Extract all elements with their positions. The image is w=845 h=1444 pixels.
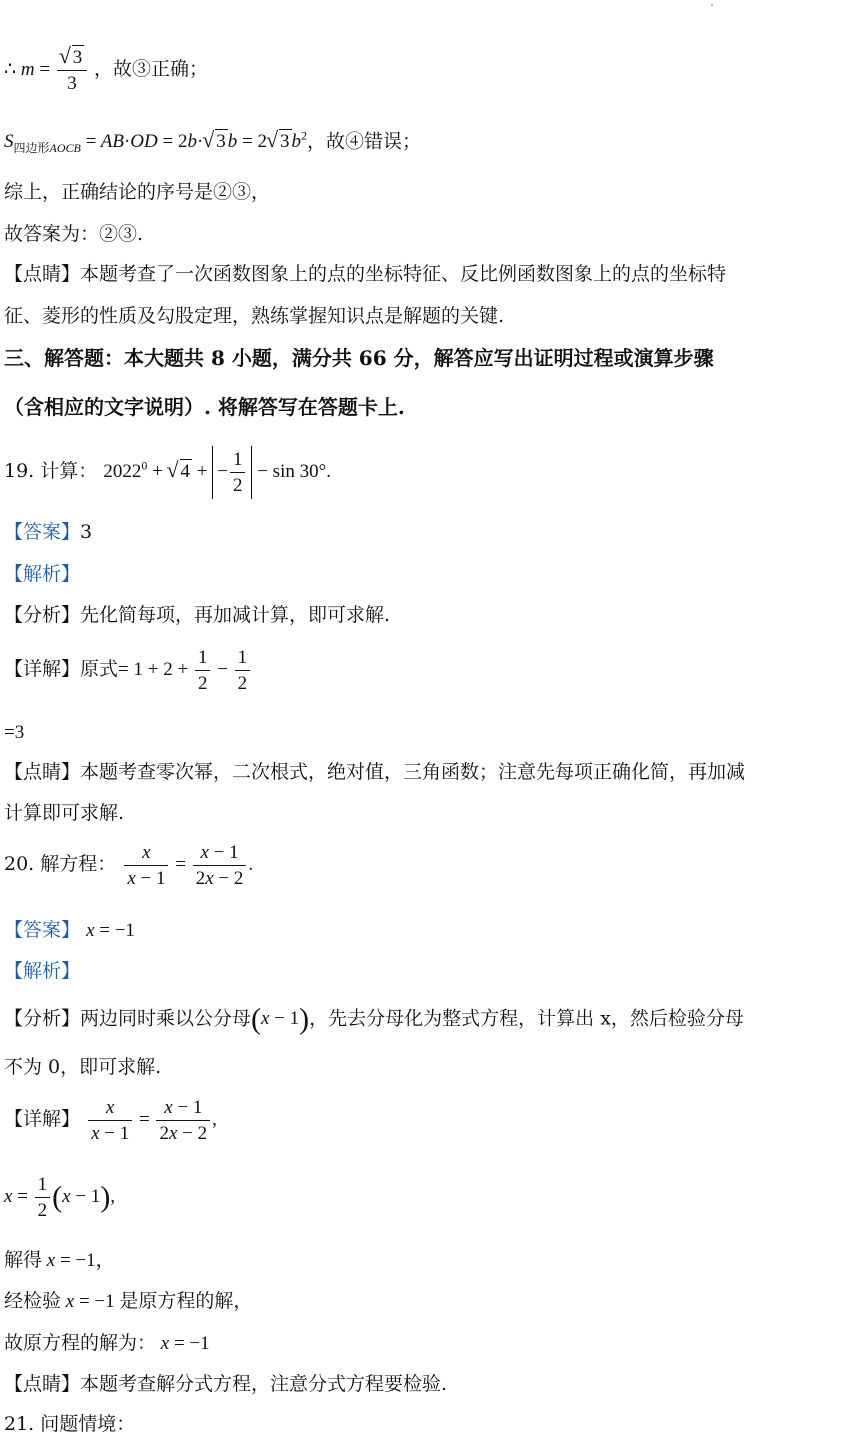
area-equation: $S_{四边形AOCB} = AB\cdot OD = 2b\cdot√$ 3 b = 2√ 3 $b^2$ bbox=[4, 131, 307, 152]
section-3-heading-b: （含相应的文字说明）. 将解答写在答题卡上. bbox=[4, 395, 405, 419]
q20-xiangjie bbox=[4, 1098, 217, 1143]
q19-answer-line bbox=[4, 523, 92, 542]
q19-answer-tag: 【答案】 bbox=[4, 521, 81, 543]
q19-question bbox=[4, 446, 331, 499]
q20-answer-tag: 【答案】 bbox=[4, 919, 81, 941]
q19-yuanshi: 原式 bbox=[80, 657, 119, 680]
q20-fenxi-a bbox=[4, 1005, 744, 1035]
q19-detail-expression: = 1 + 2 + $\frac{1}{2}$ − $\frac{1}{2}$ bbox=[118, 659, 252, 680]
q20-xiangjie-tag: 【详解】 bbox=[4, 1107, 81, 1130]
m-equation: ∴ m = √ $\frac{3}{3}$ bbox=[4, 59, 94, 80]
q19-xiangjie bbox=[4, 648, 252, 693]
q21-label: 21. 问题情境： bbox=[4, 1413, 136, 1435]
answer-line: 故答案为：②③. bbox=[4, 223, 144, 245]
q20-solve bbox=[4, 1251, 115, 1270]
q20-jianyan-a: 经检验 bbox=[4, 1290, 62, 1312]
q20-fenxi-a2: ，先去分母化为整式方程，计算出 x，然后检验分母 bbox=[309, 1007, 744, 1030]
q20-check bbox=[4, 1292, 252, 1311]
q19-expression: $2022^0$ + √ 4 + − $\frac{1}{2}$ − sin 30°. bbox=[103, 461, 331, 482]
q20-jianyan-b: 是原方程的解， bbox=[119, 1290, 253, 1312]
q20-detail-equation: $\frac{x}{x - 1}$ = $\frac{x - 1}{2x - 2}$ , bbox=[86, 1109, 217, 1130]
q20-check-value: x = −1 bbox=[61, 1291, 115, 1312]
summary-line: 综上，正确结论的序号是②③， bbox=[4, 181, 271, 203]
q20-step2-equation: x = $\frac{1}{2}$ (x − 1), bbox=[4, 1174, 116, 1221]
q20-fenxi-a1: 【分析】两边同时乘以公分母 bbox=[4, 1007, 252, 1030]
q19-fenxi: 【分析】先化简每项，再加减计算，即可求解. bbox=[4, 604, 391, 626]
line-m-result bbox=[4, 48, 208, 93]
q19-answer-value: 3 bbox=[80, 521, 93, 543]
q20-step2 bbox=[4, 1175, 115, 1220]
q19-xiangjie-tag: 【详解】 bbox=[4, 657, 81, 680]
q20-common-denominator: (x − 1) bbox=[251, 1003, 310, 1036]
conclusion-4-wrong: ，故④错误； bbox=[307, 130, 422, 153]
q20-label: 20. 解方程： bbox=[4, 852, 117, 875]
q19-dianjing-b: 计算即可求解. bbox=[4, 802, 125, 824]
q20-equation: $\frac{x}{x - 1}$ = $\frac{x - 1}{2x - 2}$ . bbox=[122, 854, 253, 875]
dianjing-1-b: 征、菱形的性质及勾股定理，熟练掌握知识点是解题的关键. bbox=[4, 305, 505, 327]
q20-fenxi-b: 不为 0，即可求解. bbox=[4, 1056, 162, 1078]
section-3-heading-a: 三、解答题：本大题共 8 小题，满分共 66 分，解答应写出证明过程或演算步骤 bbox=[4, 346, 714, 370]
line-area bbox=[4, 130, 421, 154]
q20-final bbox=[4, 1334, 210, 1353]
q20-final-value: x = −1 bbox=[156, 1333, 210, 1354]
q19-result: =3 bbox=[4, 722, 25, 743]
q19-label: 19. 计算： bbox=[4, 459, 98, 482]
corner-mark bbox=[711, 4, 713, 6]
q19-jiexi-tag: 【解析】 bbox=[4, 563, 81, 585]
q20-answer-line bbox=[4, 921, 135, 940]
q19-dianjing-a: 【点睛】本题考查零次幂，二次根式，绝对值，三角函数；注意先每项正确化简，再加减 bbox=[4, 761, 746, 783]
q20-dianjing: 【点睛】本题考查解分式方程，注意分式方程要检验. bbox=[4, 1373, 448, 1395]
q20-jiede: 解得 bbox=[4, 1249, 43, 1271]
q20-answer-value: x = −1 bbox=[86, 920, 135, 941]
conclusion-3-correct: ，故③正确； bbox=[94, 57, 209, 80]
q20-question bbox=[4, 843, 253, 888]
dianjing-1-a: 【点睛】本题考查了一次函数图象上的点的坐标特征、反比例函数图象上的点的坐标特 bbox=[4, 263, 727, 285]
q20-solve-value: x = −1， bbox=[42, 1250, 115, 1271]
q20-gu: 故原方程的解为： bbox=[4, 1332, 157, 1354]
q20-jiexi-tag: 【解析】 bbox=[4, 960, 81, 982]
